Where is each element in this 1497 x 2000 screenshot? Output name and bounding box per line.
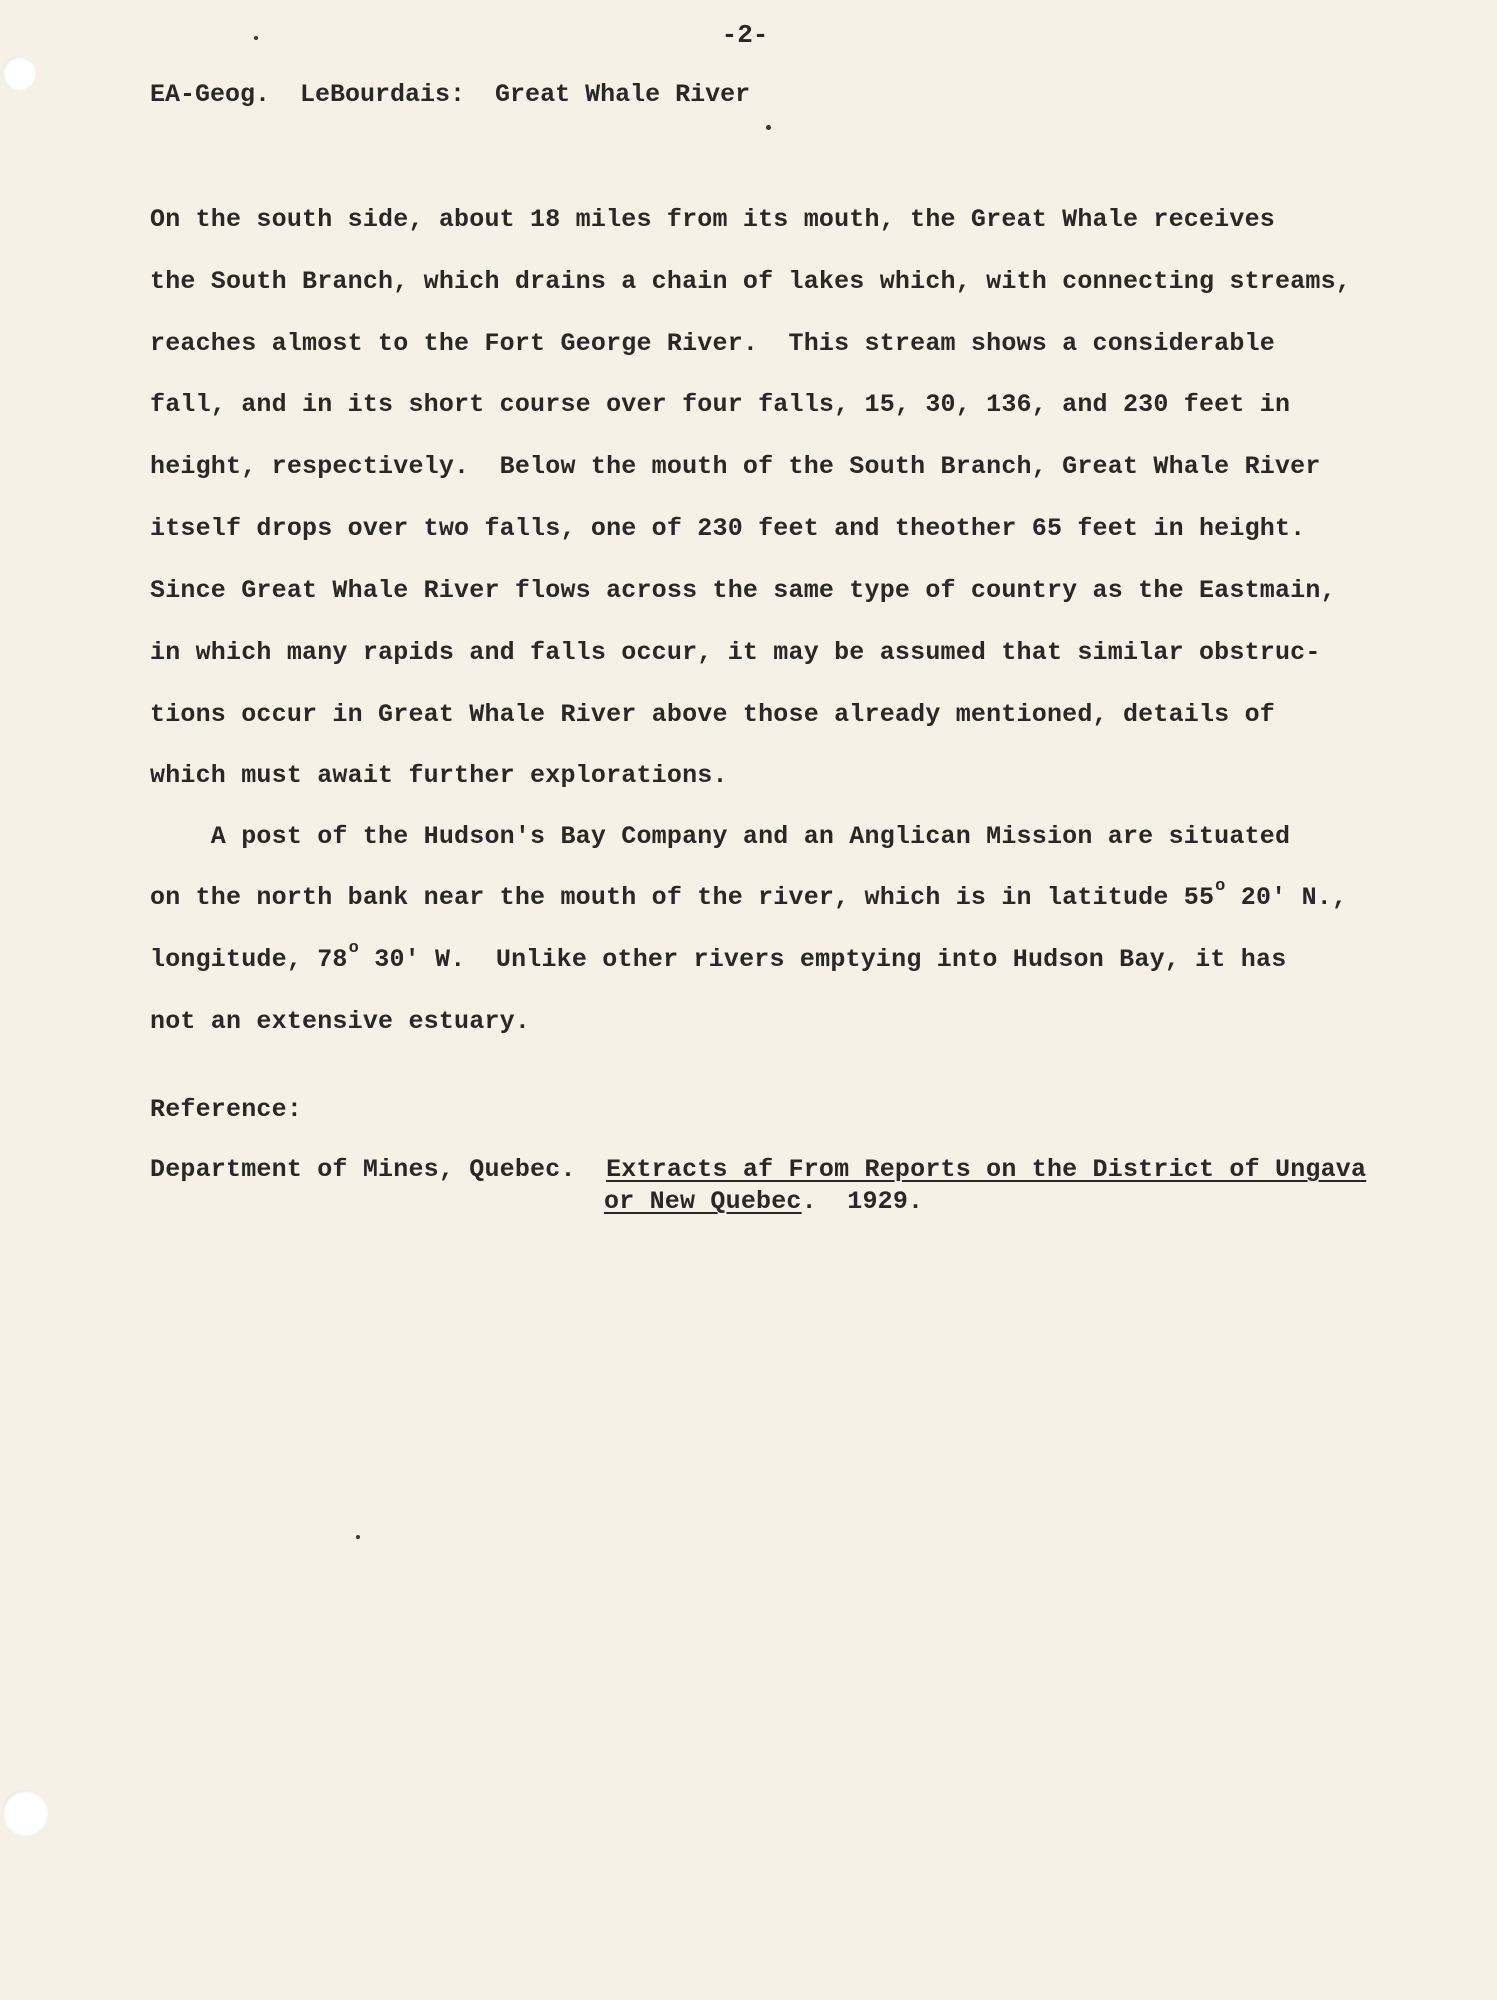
line-text: on the north bank near the mouth of the river, which is in latitude 55 (150, 883, 1215, 912)
line-text: 30' W. Unlike other rivers emptying into Hudson Bay, it has (359, 945, 1287, 974)
reference-title: Extracts af From Reports on the District of Ungava (606, 1155, 1367, 1184)
body-line: not an extensive estuary. (150, 1007, 531, 1036)
page-number: -2- (721, 20, 769, 50)
line-text: 20' N., (1225, 883, 1348, 912)
reference-year: . 1929. (801, 1187, 924, 1216)
degree-mark: o (1215, 877, 1226, 896)
body-line (150, 939, 1287, 974)
line-text: longitude, 78 (150, 945, 348, 974)
reference-entry-continued (604, 1187, 923, 1216)
body-line: On the south side, about 18 miles from its mouth, the Great Whale receives (150, 205, 1275, 234)
body-line: itself drops over two falls, one of 230 feet and theother 65 feet in height. (150, 514, 1306, 543)
body-line: tions occur in Great Whale River above those already mentioned, details of (150, 700, 1275, 729)
paper-speck (766, 125, 771, 130)
document-header: EA-Geog. LeBourdais: Great Whale River (150, 80, 751, 109)
body-line: reaches almost to the Fort George River. This stream shows a considerable (150, 329, 1275, 358)
body-line: A post of the Hudson's Bay Company and an Anglican Mission are situated (150, 822, 1291, 851)
punch-hole (2, 56, 36, 90)
reference-title: or New Quebec (604, 1187, 802, 1216)
body-line: the South Branch, which drains a chain of lakes which, with connecting streams, (150, 267, 1351, 296)
punch-hole (2, 1790, 48, 1836)
body-line (150, 877, 1348, 912)
reference-entry (150, 1155, 1366, 1184)
paper-speck (356, 1535, 360, 1539)
paper-speck (254, 36, 258, 40)
body-line: height, respectively. Below the mouth of the South Branch, Great Whale River (150, 452, 1321, 481)
reference-source: Department of Mines, Quebec. (150, 1155, 607, 1184)
body-line: which must await further explorations. (150, 761, 728, 790)
body-line: fall, and in its short course over four falls, 15, 30, 136, and 230 feet in (150, 390, 1291, 419)
body-line: in which many rapids and falls occur, it may be assumed that similar obstruc- (150, 638, 1321, 667)
degree-mark: o (348, 939, 360, 958)
reference-label: Reference: (150, 1095, 303, 1124)
body-line: Since Great Whale River flows across the same type of country as the Eastmain, (150, 576, 1336, 605)
